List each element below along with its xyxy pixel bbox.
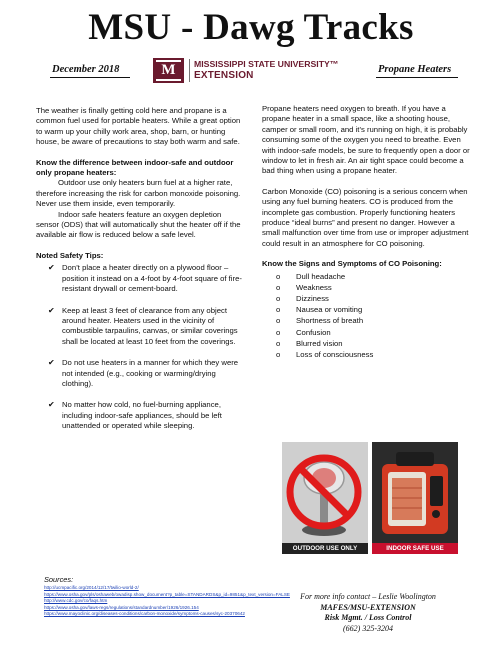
checkmark-icon: ✔ — [48, 400, 55, 410]
contact-line: For more info contact – Leslie Woolington — [300, 592, 436, 601]
date-underline — [50, 77, 130, 78]
logo-extension-text: EXTENSION — [194, 70, 254, 81]
list-item: o Confusion — [276, 327, 331, 337]
topic-underline — [376, 77, 458, 78]
source-link[interactable]: http://ucmpacific.org/2014/12/17/twilio-world-2/ — [44, 585, 139, 590]
safety-tip: ✔ Don’t place a heater directly on a plywood floor – position it instead on a 4-foot by 4-foot square of fire-resistant drywall or cement-board. — [48, 263, 242, 294]
msu-monogram-icon: M — [153, 58, 184, 83]
safety-tip: ✔ No matter how cold, no fuel-burning appliance, including indoor-safe appliances, should be left unattended or operated while sleeping. — [48, 400, 222, 431]
list-item: o Blurred vision — [276, 338, 343, 348]
safety-tip: ✔ Do not use heaters in a manner for which they were not intended (e.g., cooking or warming/drying clothing). — [48, 358, 239, 388]
list-item: o Nausea or vomiting — [276, 305, 363, 315]
sources-label: Sources: — [44, 575, 74, 584]
oxygen-paragraph: Propane heaters need oxygen to breath. If you have a propane heater in a small space, like a shooting house, camper or small room, and it’s running on high, it is probably consuming some of the oxygen you need to breathe. Even with indoor-safe models, be sure to frequently open a door or window to let in fresh air. An air tight space could become a bad thing when using a propane heater. — [262, 104, 470, 176]
page-title: MSU - Dawg Tracks — [88, 7, 414, 48]
msu-extension-logo — [153, 56, 343, 86]
know-difference-heading: Know the difference between indoor-safe and outdoor only propane heaters: — [36, 157, 234, 178]
checkmark-icon: ✔ — [48, 305, 55, 315]
contact-organization: MAFES/MSU-EXTENSION — [320, 602, 416, 612]
contact-phone: (662) 325-3204 — [343, 623, 393, 633]
checkmark-icon: ✔ — [48, 263, 55, 273]
safety-tips-heading: Noted Safety Tips: — [36, 250, 104, 260]
source-link[interactable]: http://www.cdc.gov/co/faqs.htm — [44, 598, 108, 604]
co-symptoms-heading: Know the Signs and Symptoms of CO Poisoning: — [262, 259, 442, 269]
right-column — [262, 104, 474, 361]
checkmark-icon: ✔ — [48, 358, 55, 368]
list-item: o Dizziness — [276, 294, 329, 304]
indoor-heater-icon — [372, 442, 458, 543]
list-item: o Weakness — [276, 282, 332, 292]
outdoor-use-caption: OUTDOOR USE ONLY — [282, 543, 368, 554]
source-link[interactable]: https://www.osha.gov/laws-regs/regulations/standardnumber/1926/1926.154 — [44, 604, 199, 610]
symptom-list — [262, 272, 474, 362]
outdoor-heater-photo — [282, 442, 368, 554]
indoor-heater-photo — [372, 442, 458, 554]
heater-photos — [282, 442, 458, 554]
contact-block — [262, 592, 474, 634]
indoor-use-caption: INDOOR SAFE USE — [372, 543, 458, 554]
list-item: o Dull headache — [276, 271, 346, 281]
list-item: o Loss of consciousness — [276, 350, 374, 359]
source-link[interactable]: https://www.mayoclinic.org/diseases-conditions/carbon-monoxide/symptoms-causes/syc-20370642 — [44, 611, 245, 617]
indoor-heater-paragraph: Indoor safe heaters feature an oxygen depletion sensor (ODS) that will automatically shut the heater off if the available air flow is reduced below a safe level. — [36, 209, 241, 240]
intro-paragraph: The weather is finally getting cold here and propane is a common fuel used for portable heaters. While a great option to warm up your chilly work area, shop, barn, or hunting house, be aware of precautions to stay both warm and safe. — [36, 106, 241, 147]
issue-topic: Propane Heaters — [378, 64, 452, 75]
issue-date: December 2018 — [52, 64, 120, 75]
sources-list — [44, 585, 290, 618]
source-link[interactable]: https://www.osha.gov/pls/oshaweb/owadisp.show_document?p_table=STANDARDS&p_id=9851&p_text_version=FALSE — [44, 591, 290, 597]
safety-tip: ✔ Keep at least 3 feet of clearance from any object around heater. Heaters used in the vicinity of combustible tarpaulins, canvas, or similar coverings shall be located at least 10 feet from the coverings. — [48, 305, 238, 346]
left-column — [36, 106, 242, 432]
prohibited-heater-icon — [282, 442, 368, 543]
logo-university-text: MISSISSIPPI STATE UNIVERSITY™ — [194, 59, 339, 69]
outdoor-heater-paragraph: Outdoor use only heaters burn fuel at a higher rate, therefore increasing the risk for carbon monoxide poisoning. Never use them inside, even temporarily. — [36, 178, 241, 209]
contact-department: Risk Mgmt. / Loss Control — [324, 613, 412, 622]
list-item: o Shortness of breath — [276, 316, 364, 326]
carbon-monoxide-paragraph: Carbon Monoxide (CO) poisoning is a serious concern when using any fuel burning heaters. CO is produced from the incomplete gas combustion. Properly functioning heaters produce “ideal burns” and present no danger. However a small malfunction over time from use or improper adjustment could result in an atmosphere for CO poisoning. — [262, 186, 469, 248]
